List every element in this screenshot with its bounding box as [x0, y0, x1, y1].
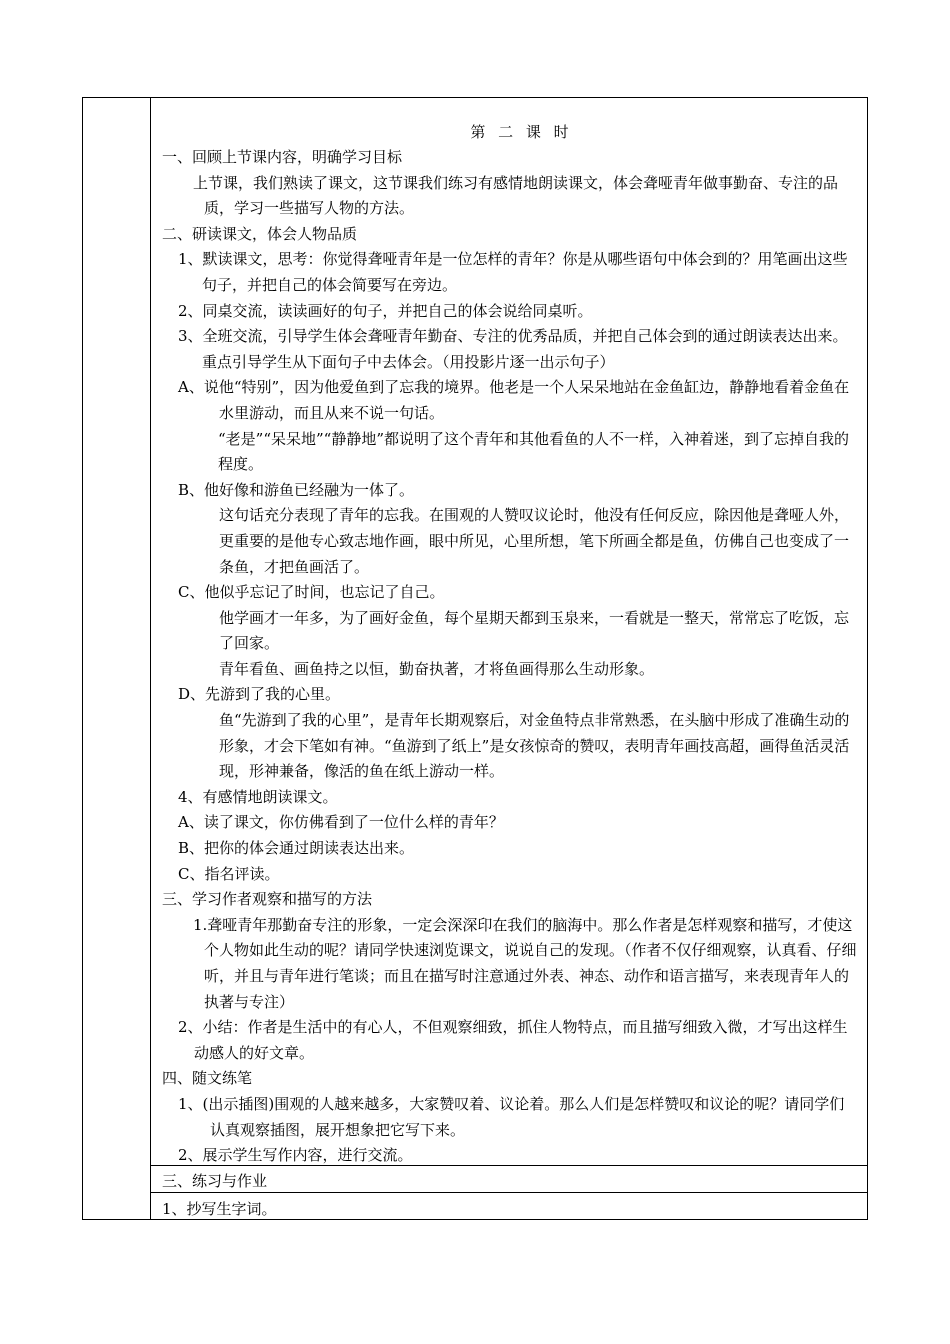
list-item: B、把你的体会通过朗读表达出来。	[178, 839, 415, 858]
list-item: C、指名评读。	[178, 864, 280, 883]
paragraph: 鱼“先游到了我的心里”，是青年长期观察后，对金鱼特点非常熟悉，在头脑中形成了准确生动的形象，才会下笔如有神。“鱼游到了纸上”是女孩惊奇的赞叹，表明青年画技高超，画得鱼活灵活现，形神兼备，像活的鱼在纸上游动一样。	[219, 711, 850, 781]
content-column	[151, 98, 867, 1219]
left-margin-column	[83, 98, 151, 1219]
list-item: 1、抄写生字词。	[162, 1199, 277, 1218]
list-item: 1.聋哑青年那勤奋专注的形象，一定会深深印在我们的脑海中。那么作者是怎样观察和描写，才使这个人物如此生动的呢？请同学快速浏览课文，说说自己的发现。（作者不仅仔细观察，认真看、仔细听，并且与青年进行笔谈；而且在描写时注意通过外表、神态、动作和语言描写，来表现青年人的执著与专注）	[193, 915, 857, 1011]
list-item: 3、全班交流，引导学生体会聋哑青年勤奋、专注的优秀品质，并把自己体会到的通过朗读表达出来。	[178, 327, 848, 346]
homework-cell	[151, 1166, 867, 1219]
list-item: A、说他“特别”，因为他爱鱼到了忘我的境界。他老是一个人呆呆地站在金鱼缸边，静静地看着金鱼在水里游动，而且从来不说一句话。	[178, 378, 850, 422]
paragraph: “老是”“呆呆地”“静静地”都说明了这个青年和其他看鱼的人不一样，入神着迷，到了忘掉自我的程度。	[218, 429, 850, 474]
list-item: 1、默读课文，思考：你觉得聋哑青年是一位怎样的青年？你是从哪些语句中体会到的？用笔画出这些句子，并把自己的体会简要写在旁边。	[178, 250, 848, 294]
paragraph: 重点引导学生从下面句子中去体会。（用投影片逐一出示句子）	[202, 352, 615, 371]
list-item: 1、(出示插图)围观的人越来越多，大家赞叹着、议论着。那么人们是怎样赞叹和议论的呢？请同学们认真观察插图，展开想象把它写下来。	[178, 1094, 845, 1139]
section-heading: 三、练习与作业	[162, 1172, 268, 1190]
list-item: B、他好像和游鱼已经融为一体了。	[178, 480, 415, 499]
lesson-plan-table	[82, 97, 868, 1220]
homework-divider	[151, 1192, 867, 1193]
list-item: D、先游到了我的心里。	[178, 685, 341, 704]
list-item: C、他似乎忘记了时间，也忘记了自己。	[178, 583, 445, 602]
paragraph: 这句话充分表现了青年的忘我。在围观的人赞叹议论时，他没有任何反应，除因他是聋哑人外，更重要的是他专心致志地作画，眼中所见，心里所想，笔下所画全都是鱼，仿佛自己也变成了一条鱼，才把鱼画活了。	[219, 506, 850, 576]
section-heading: 三、学习作者观察和描写的方法	[162, 890, 373, 909]
section-heading: 一、回顾上节课内容，明确学习目标	[162, 148, 403, 166]
list-item: 4、有感情地朗读课文。	[178, 787, 338, 806]
section-heading: 二、研读课文，体会人物品质	[162, 224, 358, 243]
list-item: 2、小结：作者是生活中的有心人，不但观察细致，抓住人物特点，而且描写细致入微，才写出这样生动感人的好文章。	[178, 1018, 848, 1062]
section-heading: 四、随文练笔	[162, 1069, 253, 1088]
list-item: 2、展示学生写作内容，进行交流。	[178, 1146, 413, 1165]
lesson-title: 第 二 课 时	[470, 123, 573, 141]
paragraph: 上节课，我们熟读了课文，这节课我们练习有感情地朗读课文，体会聋哑青年做事勤奋、专注的品质，学习一些描写人物的方法。	[193, 173, 839, 218]
lesson-cell	[151, 98, 867, 1166]
list-item: 2、同桌交流，读读画好的句子，并把自己的体会说给同桌听。	[178, 301, 593, 320]
list-item: A、读了课文，你仿佛看到了一位什么样的青年？	[178, 813, 504, 832]
paragraph: 青年看鱼、画鱼持之以恒，勤奋执著，才将鱼画得那么生动形象。	[219, 659, 655, 678]
paragraph: 他学画才一年多，为了画好金鱼，每个星期天都到玉泉来，一看就是一整天，常常忘了吃饭，忘了回家。	[219, 608, 850, 653]
